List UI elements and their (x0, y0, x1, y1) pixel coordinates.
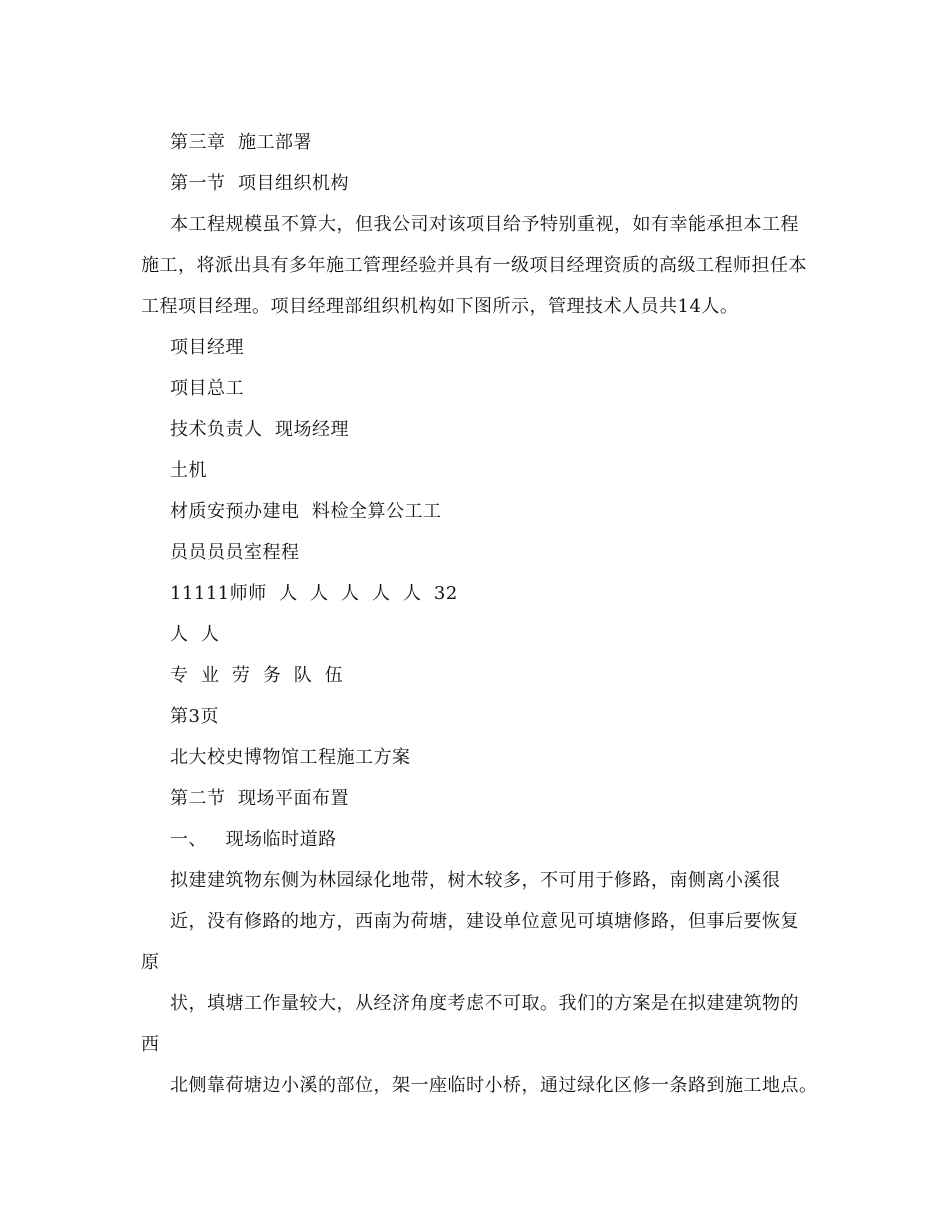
org-chart-line: 项目经理 (170, 337, 244, 358)
paragraph-line: 拟建建筑物东侧为林园绿化地带，树木较多，不可用于修路，南侧离小溪很 (170, 870, 781, 891)
chapter-heading: 第三章 施工部署 (170, 132, 312, 153)
subsection-heading: 一、 现场临时道路 (170, 829, 337, 850)
org-chart-line: 11111师师 人 人 人 人 人 32 (170, 583, 458, 604)
org-chart-line: 材质安预办建电 料检全算公工工 (170, 501, 442, 522)
paragraph-line: 施工，将派出具有多年施工管理经验并具有一级项目经理资质的高级工程师担任本 (141, 255, 807, 276)
org-chart-line: 人 人 (170, 624, 220, 645)
paragraph-line: 工程项目经理。项目经理部组织机构如下图所示，管理技术人员共14人。 (141, 296, 739, 317)
section-heading-1: 第一节 项目组织机构 (170, 173, 349, 194)
page-number: 第3页 (170, 706, 219, 727)
org-chart-line: 项目总工 (170, 378, 244, 399)
org-chart-line: 土机 (170, 460, 207, 481)
document-title: 北大校史博物馆工程施工方案 (170, 747, 411, 768)
paragraph-line: 西 (141, 1034, 160, 1055)
org-chart-line: 技术负责人 现场经理 (170, 419, 349, 440)
org-chart-line: 专 业 劳 务 队 伍 (170, 665, 344, 686)
paragraph-line: 近，没有修路的地方，西南为荷塘，建设单位意见可填塘修路，但事后要恢复 (170, 911, 799, 932)
section-heading-2: 第二节 现场平面布置 (170, 788, 349, 809)
paragraph-line: 北侧靠荷塘边小溪的部位，架一座临时小桥，通过绿化区修一条路到施工地点。 (170, 1075, 818, 1096)
paragraph-line: 原 (141, 952, 160, 973)
org-chart-line: 员员员员室程程 (170, 542, 300, 563)
paragraph-line: 状，填塘工作量较大，从经济角度考虑不可取。我们的方案是在拟建建筑物的 (170, 993, 799, 1014)
paragraph-line: 本工程规模虽不算大，但我公司对该项目给予特别重视，如有幸能承担本工程 (170, 214, 799, 235)
